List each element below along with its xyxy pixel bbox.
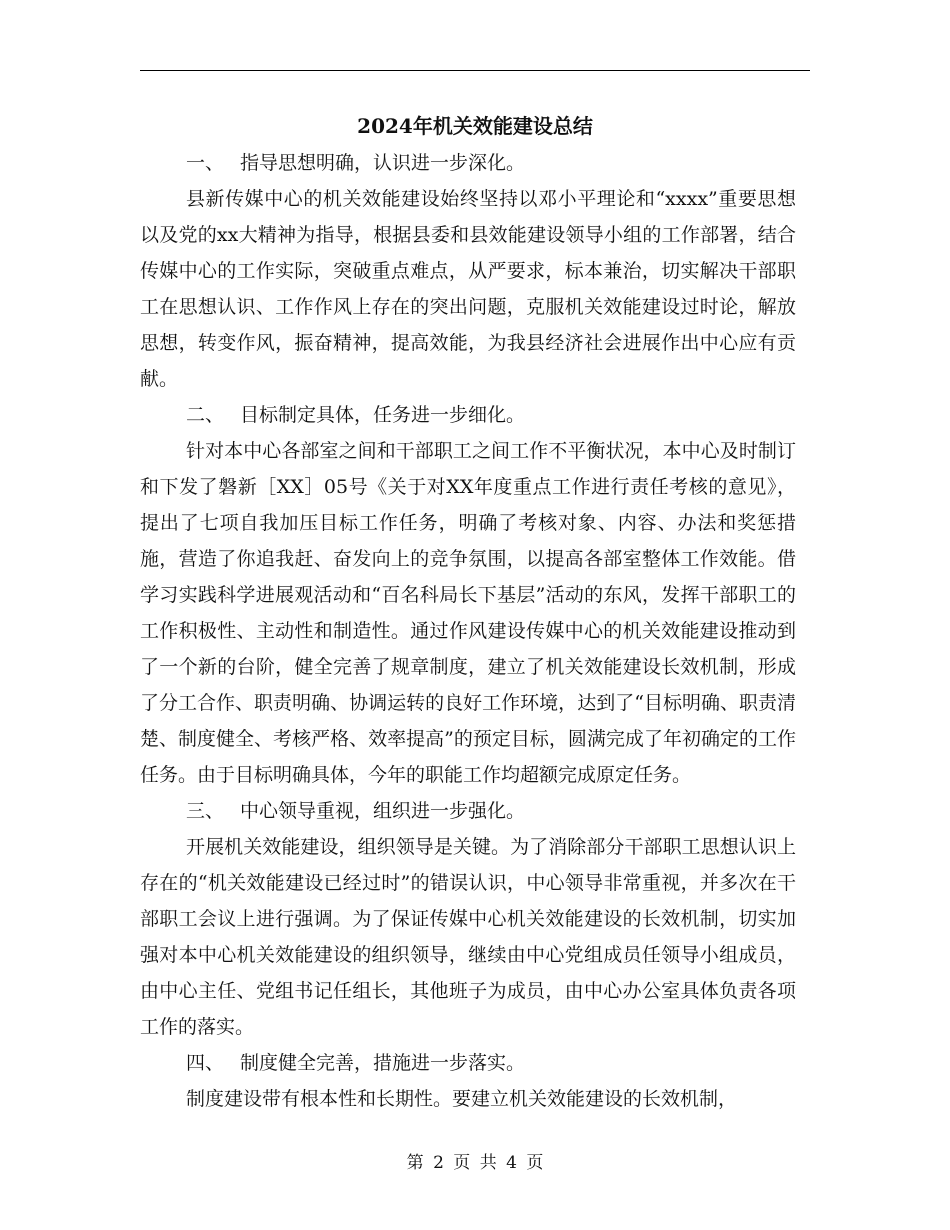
section-heading-text: 制度健全完善，措施进一步落实。 [240,1052,526,1074]
section-heading-text: 目标制定具体，任务进一步细化。 [240,404,526,426]
section-paragraph-3: 开展机关效能建设，组织领导是关键。为了消除部分干部职工思想认识上存在的“机关效能建设已经过时”的错误认识，中心领导非常重视，并多次在干部职工会议上进行强调。为了保证传媒中心机关效能建设的长效机制，切实加强对本中心机关效能建设的组织领导，继续由中心党组成员任领导小组成员，由中心主任、党组书记任组长，其他班子为成员，由中心办公室具体负责各项工作的落实。 [140,836,796,1038]
section-heading-text: 指导思想明确，认识进一步深化。 [240,152,526,174]
section-paragraph-2: 针对本中心各部室之间和干部职工之间工作不平衡状况，本中心及时制订和下发了磐新［XX］05号《关于对XX年度重点工作进行责任考核的意见》，提出了七项自我加压目标工作任务，明确了考核对象、内容、办法和奖惩措施，营造了你追我赶、奋发向上的竞争氛围，以提高各部室整体工作效能。借学习实践科学进展观活动和“百名科局长下基层”活动的东风，发挥干部职工的工作积极性、主动性和制造性。通过作风建设传媒中心的机关效能建设推动到了一个新的台阶，健全完善了规章制度，建立了机关效能建设长效机制，形成了分工合作、职责明确、协调运转的良好工作环境，达到了“目标明确、职责清楚、制度健全、考核严格、效率提高”的预定目标，圆满完成了年初确定的工作任务。由于目标明确具体，今年的职能工作均超额完成原定任务。 [140,440,796,786]
section-heading-text: 中心领导重视，组织进一步强化。 [240,800,526,822]
section-heading-1 [140,145,796,181]
page-footer: 第 2 页 共 4 页 [406,1153,544,1173]
section-paragraph-4: 制度建设带有根本性和长期性。要建立机关效能建设的长效机制， [186,1088,738,1110]
header-rule [140,70,810,71]
section-heading-2 [140,397,796,433]
section-number: 四、 [186,1052,225,1074]
section-heading-4 [140,1045,796,1081]
section-paragraph-1: 县新传媒中心的机关效能建设始终坚持以邓小平理论和“xxxx”重要思想以及党的xx大精神为指导，根据县委和县效能建设领导小组的工作部署，结合传媒中心的工作实际，突破重点难点，从严要求，标本兼治，切实解决干部职工在思想认识、工作作风上存在的突出问题，克服机关效能建设过时论，解放思想，转变作风，振奋精神，提高效能，为我县经济社会进展作出中心应有贡献。 [140,188,796,390]
section-number: 三、 [186,800,225,822]
document-title: 2024年机关效能建设总结 [357,114,593,138]
document-body [140,145,796,1117]
section-number: 一、 [186,152,225,174]
section-number: 二、 [186,404,225,426]
section-heading-3 [140,793,796,829]
